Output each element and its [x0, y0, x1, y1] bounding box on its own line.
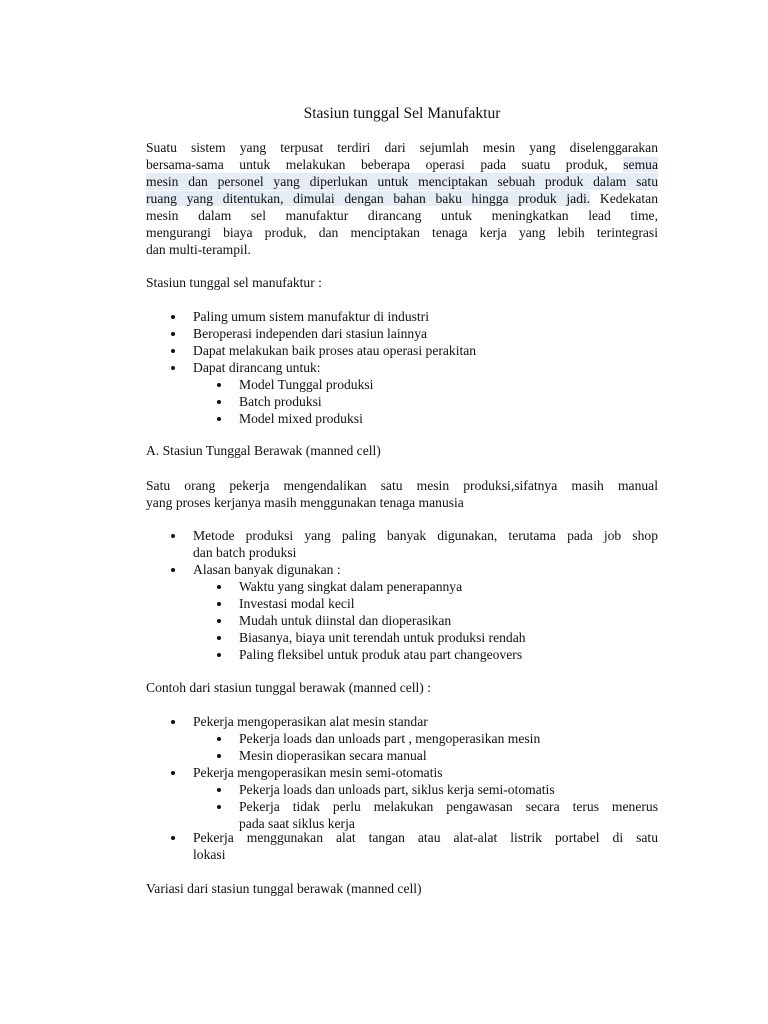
sub-list-item: Model mixed produksi	[193, 410, 658, 427]
list-item: Metode produksi yang paling banyak digunakan, terutama pada job shop dan batch produksi	[146, 527, 658, 561]
sub-list-item: Investasi modal kecil	[193, 595, 658, 612]
list-item: Pekerja mengoperasikan alat mesin standar Pekerja loads dan unloads part , mengoperasikan mesin Mesin dioperasikan secara manual	[146, 713, 658, 764]
sub-list-item: Pekerja loads dan unloads part, siklus kerja semi-otomatis	[193, 781, 658, 798]
list-item: Dapat dirancang untuk: Model Tunggal produksi Batch produksi Model mixed produksi	[146, 359, 658, 427]
section-heading: A. Stasiun Tunggal Berawak (manned cell)	[146, 443, 381, 458]
examples-list-cont	[146, 829, 658, 863]
sub-list-item: Paling fleksibel untuk produk atau part changeovers	[193, 646, 658, 663]
paragraph-line: mengurangi biaya produk, dan menciptakan tenaga kerja yang lebih terintegrasi	[146, 225, 658, 240]
highlighted-text: semua	[623, 157, 658, 172]
section-heading: Variasi dari stasiun tunggal berawak (manned cell)	[146, 881, 422, 896]
page-title: Stasiun tunggal Sel Manufaktur	[303, 105, 501, 122]
paragraph-line: dan multi-terampil.	[146, 242, 251, 257]
sub-list-item: Mudah untuk diinstal dan dioperasikan	[193, 612, 658, 629]
paragraph-line: Suatu sistem yang terpusat terdiri dari sejumlah mesin yang diselenggarakan	[146, 140, 658, 155]
sub-list-item: Biasanya, biaya unit terendah untuk produksi rendah	[193, 629, 658, 646]
paragraph-line: Satu orang pekerja mengendalikan satu mesin produksi,sifatnya masih manual	[146, 478, 658, 493]
list-item: Dapat melakukan baik proses atau operasi perakitan	[146, 342, 658, 359]
highlighted-text: ruang yang ditentukan, dimulai dengan bahan baku hingga produk jadi.	[146, 191, 591, 206]
paragraph-line: yang proses kerjanya masih menggunakan tenaga manusia	[146, 495, 464, 510]
sub-list-item: Mesin dioperasikan secara manual	[193, 747, 658, 764]
sub-list-item: Pekerja loads dan unloads part , mengoperasikan mesin	[193, 730, 658, 747]
sectionA-paragraph	[146, 477, 658, 511]
list-item: Alasan banyak digunakan : Waktu yang singkat dalam penerapannya Investasi modal kecil Mudah untuk diinstal dan dioperasikan Biasanya, biaya unit terendah untuk produksi rendah Paling fleksibel untuk produk atau part changeovers	[146, 561, 658, 663]
paragraph-line: mesin dalam sel manufaktur dirancang untuk meningkatkan lead time,	[146, 208, 658, 223]
section1-list	[146, 308, 658, 427]
sectionA-list	[146, 527, 658, 663]
sub-list-item: Pekerja tidak perlu melakukan pengawasan secara terus menerus pada saat siklus kerja	[193, 798, 658, 832]
paragraph-line: bersama-sama untuk melakukan beberapa operasi pada suatu produk, semua	[146, 157, 658, 172]
list-item: Pekerja mengoperasikan mesin semi-otomatis Pekerja loads dan unloads part, siklus kerja semi-otomatis Pekerja tidak perlu melakukan pengawasan secara terus menerus pada saat siklus kerja	[146, 764, 658, 832]
section-heading: Stasiun tunggal sel manufaktur :	[146, 275, 322, 290]
list-item: Pekerja menggunakan alat tangan atau alat-alat listrik portabel di satu lokasi	[146, 829, 658, 863]
examples-list	[146, 713, 658, 832]
intro-paragraph	[146, 139, 658, 258]
list-item: Beroperasi independen dari stasiun lainnya	[146, 325, 658, 342]
sub-list-item: Model Tunggal produksi	[193, 376, 658, 393]
highlighted-line: mesin dan personel yang diperlukan untuk menciptakan sebuah produk dalam satu	[146, 174, 658, 189]
paragraph-line: ruang yang ditentukan, dimulai dengan bahan baku hingga produk jadi. Kedekatan	[146, 191, 659, 206]
list-item: Paling umum sistem manufaktur di industri	[146, 308, 658, 325]
sub-list-item: Batch produksi	[193, 393, 658, 410]
section-heading: Contoh dari stasiun tunggal berawak (manned cell) :	[146, 680, 432, 695]
sub-list-item: Waktu yang singkat dalam penerapannya	[193, 578, 658, 595]
